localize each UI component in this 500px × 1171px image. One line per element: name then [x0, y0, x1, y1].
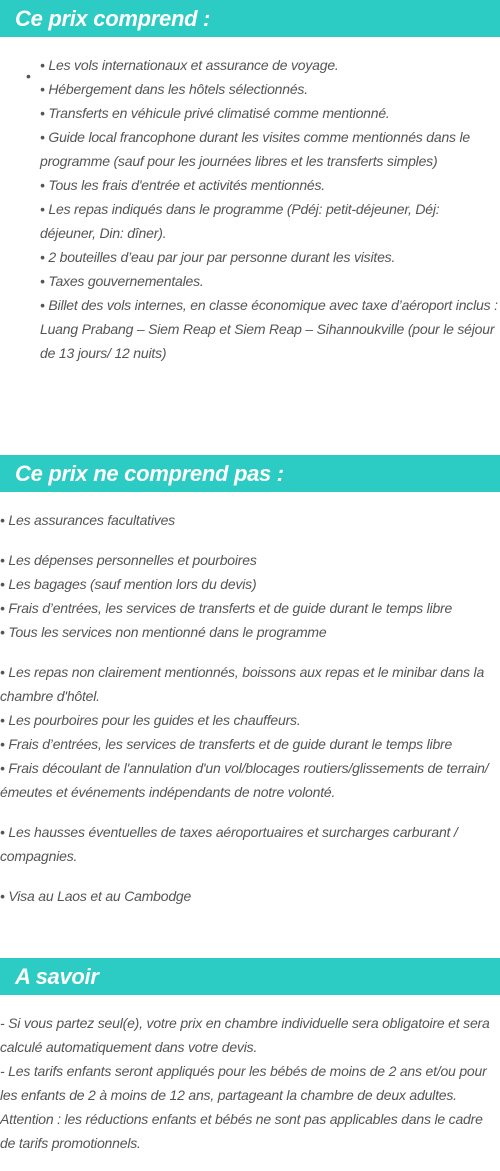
list-item: • Les repas indiqués dans le programme (Pdéj: petit-déjeuner, Déj: déjeuner, Din: dîner).: [40, 201, 440, 241]
list-item: • Les vols internationaux et assurance de voyage.: [40, 57, 339, 73]
list-item: • Hébergement dans les hôtels sélectionnés.: [40, 81, 308, 97]
not-included-list: [0, 508, 500, 908]
list-item: • Les dépenses personnelles et pourboires: [0, 552, 257, 568]
list-item: • Taxes gouvernementales.: [40, 273, 204, 289]
list-item: • Les hausses éventuelles de taxes aéroportuaires et surcharges carburant / compagnies.: [0, 824, 458, 864]
list-item: • Les pourboires pour les guides et les chauffeurs.: [0, 712, 301, 728]
list-item: • Frais découlant de l'annulation d'un vol/blocages routiers/glissements de terrain/émeutes et événements indépendants de notre volonté.: [0, 760, 489, 800]
list-item: • Billet des vols internes, en classe économique avec taxe d’aéroport inclus : Luang Prabang – Siem Reap et Siem Reap – Sihannoukville (pour le séjour de 13 jours/ 12 nuits): [40, 297, 498, 361]
list-item: • Transferts en véhicule privé climatisé comme mentionné.: [40, 105, 390, 121]
section-header-included: Ce prix comprend :: [0, 0, 500, 37]
list-item: • Frais d’entrées, les services de transferts et de guide durant le temps libre: [0, 736, 453, 752]
good-to-know-text: [0, 1011, 500, 1155]
list-item: • Tous les services non mentionné dans le programme: [0, 624, 327, 640]
paragraph: Attention : les réductions enfants et bébés ne sont pas applicables dans le cadre de tarifs promotionnels.: [0, 1111, 483, 1151]
list-item: • Les repas non clairement mentionnés, boissons aux repas et le minibar dans la chambre d'hôtel.: [0, 664, 485, 704]
section-header-good-to-know: A savoir: [0, 958, 500, 995]
list-item: • Guide local francophone durant les visites comme mentionnés dans le programme (sauf pour les journées libres et les transferts simples): [40, 129, 471, 169]
list-item: • 2 bouteilles d’eau par jour par personne durant les visites.: [40, 249, 396, 265]
included-list: [40, 53, 498, 365]
list-bullet: •: [26, 68, 31, 84]
section-header-not-included: Ce prix ne comprend pas :: [0, 455, 500, 492]
list-item: • Les bagages (sauf mention lors du devis): [0, 576, 257, 592]
list-item: • Les assurances facultatives: [0, 512, 175, 528]
paragraph: - Si vous partez seul(e), votre prix en chambre individuelle sera obligatoire et sera calculé automatiquement dans votre devis.: [0, 1015, 490, 1055]
list-item: • Tous les frais d'entrée et activités mentionnés.: [40, 177, 325, 193]
list-item: • Frais d’entrées, les services de transferts et de guide durant le temps libre: [0, 600, 453, 616]
list-item: • Visa au Laos et au Cambodge: [0, 888, 192, 904]
paragraph: - Les tarifs enfants seront appliqués pour les bébés de moins de 2 ans et/ou pour les enfants de 2 à moins de 12 ans, partageant la chambre de deux adultes.: [0, 1063, 487, 1103]
